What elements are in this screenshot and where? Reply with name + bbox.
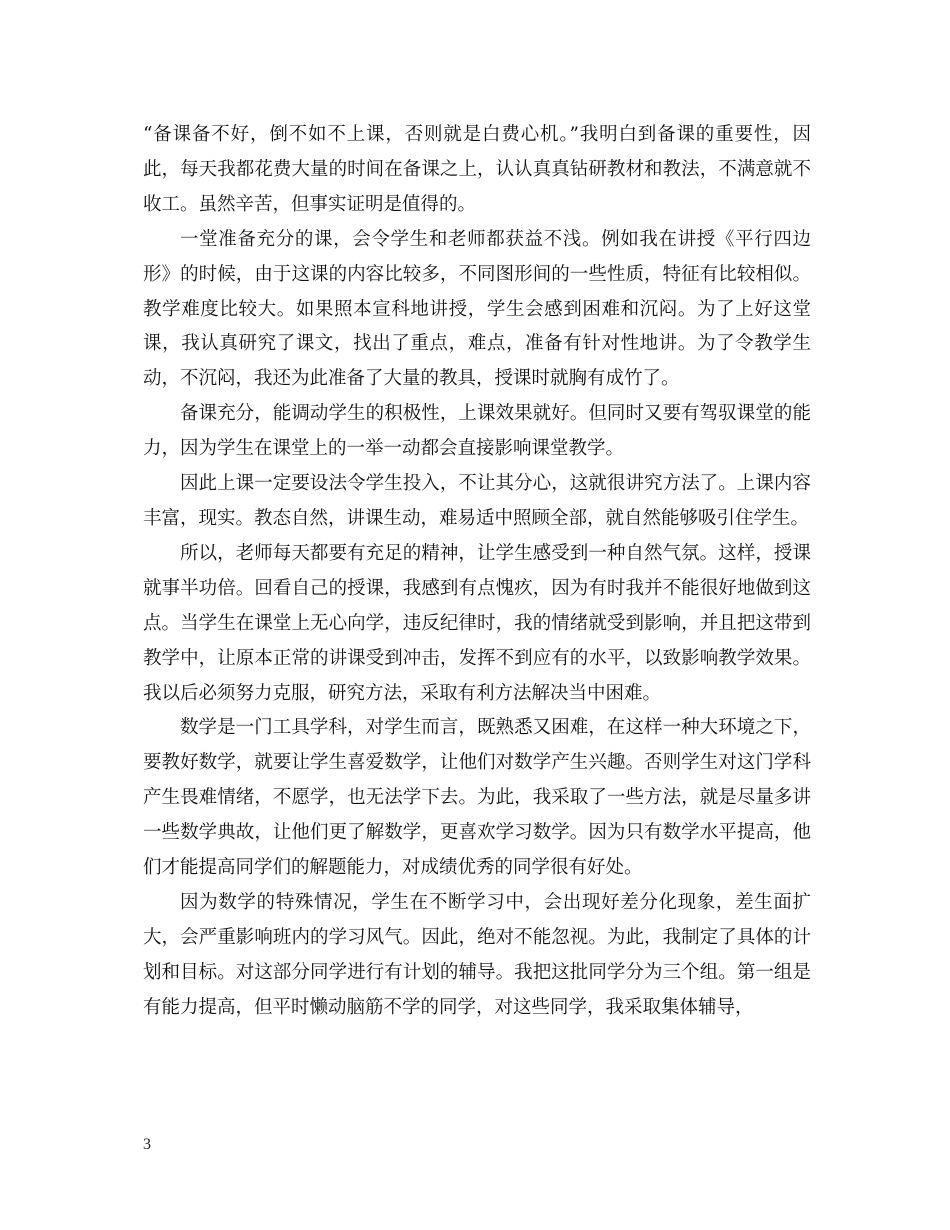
paragraph-math-interest: 数学是一门工具学科，对学生而言，既熟悉又困难，在这样一种大环境之下，要教好数学，就要让学生喜爱数学，让他们对数学产生兴趣。否则学生对这门学科产生畏难情绪，不愿学，也无法学下去。为此，我采取了一些方法，就是尽量多讲一些数学典故，让他们更了解数学，更喜欢学习数学。因为只有数学水平提高，他们才能提高同学们的解题能力，对成绩优秀的同学很有好处。 (143, 717, 811, 879)
page-number: 3 (143, 1136, 151, 1153)
document-body (143, 118, 811, 1026)
paragraph-student-engagement: 因此上课一定要设法令学生投入，不让其分心，这就很讲究方法了。上课内容丰富，现实。教态自然，讲课生动，难易适中照顾全部，就自然能够吸引住学生。 (143, 473, 811, 529)
paragraph-parallelogram-example: 一堂准备充分的课，会令学生和老师都获益不浅。例如我在讲授《平行四边形》的时候，由于这课的内容比较多，不同图形间的一些性质，特征有比较相似。教学难度比较大。如果照本宣科地讲授，学生会感到困难和沉闷。为了上好这堂课，我认真研究了课文，找出了重点，难点，准备有针对性地讲。为了令教学生动，不沉闷，我还为此准备了大量的教具，授课时就胸有成竹了。 (143, 228, 811, 390)
paragraph-lesson-preparation: “备课备不好，倒不如不上课，否则就是白费心机。”我明白到备课的重要性，因此，每天我都花费大量的时间在备课之上，认认真真钻研教材和教法，不满意就不收工。虽然辛苦，但事实证明是值得的。 (143, 124, 811, 215)
paragraph-teacher-spirit: 所以，老师每天都要有充足的精神，让学生感受到一种自然气氛。这样，授课就事半功倍。回看自己的授课，我感到有点愧疚，因为有时我并不能很好地做到这点。当学生在课堂上无心向学，违反纪律时，我的情绪就受到影响，并且把这带到教学中，让原本正常的讲课受到冲击，发挥不到应有的水平，以致影响教学效果。我以后必须努力克服，研究方法，采取有利方法解决当中困难。 (143, 542, 811, 704)
paragraph-remedial-tutoring: 因为数学的特殊情况，学生在不断学习中，会出现好差分化现象，差生面扩大，会严重影响班内的学习风气。因此，绝对不能忽视。为此，我制定了具体的计划和目标。对这部分同学进行有计划的辅导。我把这批同学分为三个组。第一组是有能力提高，但平时懒动脑筋不学的同学，对这些同学，我采取集体辅导， (143, 891, 811, 1018)
paragraph-classroom-control: 备课充分，能调动学生的积极性，上课效果就好。但同时又要有驾驭课堂的能力，因为学生在课堂上的一举一动都会直接影响课堂教学。 (143, 403, 811, 460)
